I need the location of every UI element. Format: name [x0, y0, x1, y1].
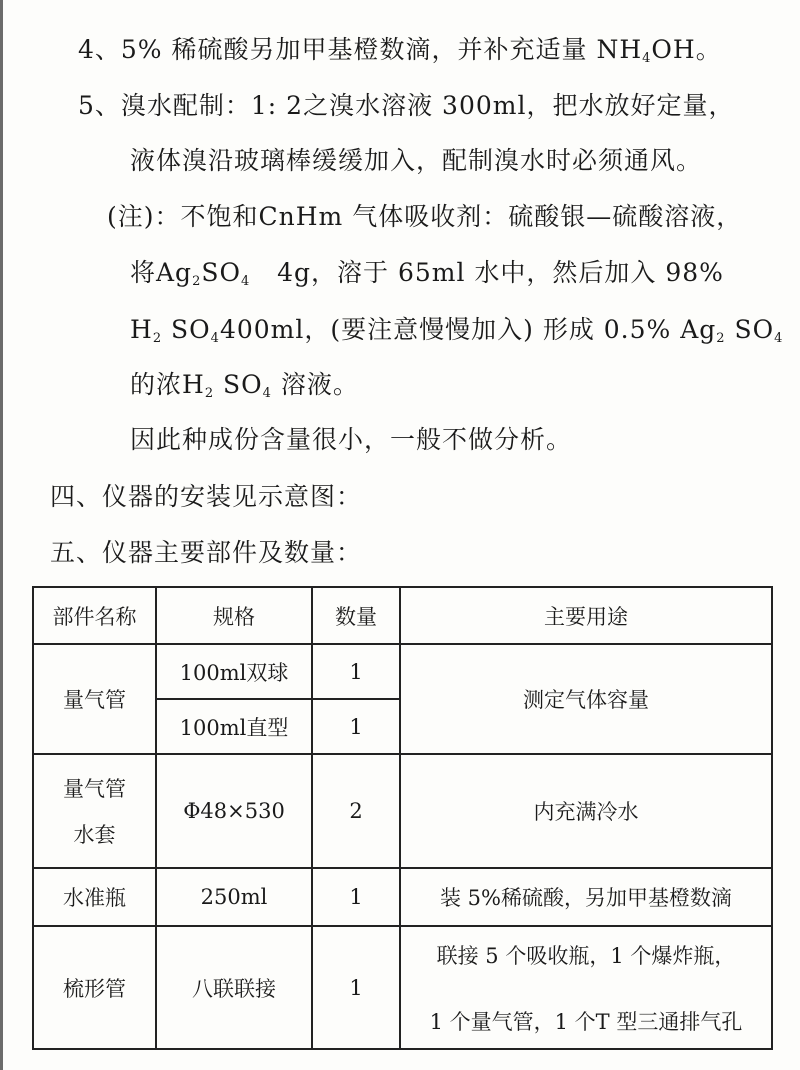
note-line-4: 的浓$H_2$ $SO_4$ 溶液。 — [130, 370, 359, 401]
cell-spec: 100ml直型 — [156, 699, 312, 754]
item-5-line-1: 5、溴水配制：1: 2之溴水溶液 300ml，把水放好定量， — [78, 91, 735, 120]
table-row — [33, 754, 772, 868]
cell-use-line-1: 联接 5 个吸收瓶，1 个爆炸瓶， — [436, 943, 736, 968]
table-header-row — [33, 587, 772, 644]
cell-use: 装 5%稀硫酸，另加甲基橙数滴 — [400, 868, 772, 926]
cell-qty: 1 — [312, 868, 400, 926]
cell-qty: 1 — [312, 699, 400, 754]
cell-spec: 250ml — [156, 868, 312, 926]
cell-name-line-2: 水套 — [73, 823, 116, 847]
cell-spec: Φ48×530 — [156, 754, 312, 868]
cell-name: 梳形管 — [33, 926, 156, 1049]
cell-name: 水准瓶 — [33, 868, 156, 926]
analysis-note: 因此种成份含量很小，一般不做分析。 — [130, 425, 573, 454]
cell-qty: 1 — [312, 644, 400, 699]
item-5-line-2: 液体溴沿玻璃棒缓缓加入，配制溴水时必须通风。 — [130, 146, 703, 175]
cell-use-line-2: 1 个量气管，1 个T 型三通排气孔 — [429, 1009, 743, 1034]
header-qty: 数量 — [312, 587, 400, 644]
header-part-name: 部件名称 — [33, 587, 156, 644]
note-line-1: (注)：不饱和CnHm 气体吸收剂：硫酸银—硫酸溶液， — [107, 202, 743, 231]
cell-name — [33, 754, 156, 868]
note-line-2: 将$Ag_2SO_4$ 4g，溶于 65ml 水中，然后加入 98% — [130, 258, 724, 289]
header-spec: 规格 — [156, 587, 312, 644]
cell-name-line-1: 量气管 — [63, 777, 126, 801]
section-5-heading: 五、仪器主要部件及数量： — [50, 538, 363, 567]
section-4-heading: 四、仪器的安装见示意图： — [50, 482, 363, 511]
cell-use — [400, 926, 772, 1049]
note-line-3: $H_2$ $SO_4400ml$，(要注意慢慢加入) 形成 0.5% $Ag_2$ $SO_4$ — [130, 315, 784, 346]
cell-qty: 2 — [312, 754, 400, 868]
cell-name: 量气管 — [33, 644, 156, 754]
cell-qty: 1 — [312, 926, 400, 1049]
table-row — [33, 644, 772, 699]
cell-use: 内充满冷水 — [400, 754, 772, 868]
cell-use: 测定气体容量 — [400, 644, 772, 754]
cell-spec: 100ml双球 — [156, 644, 312, 699]
table-row — [33, 926, 772, 1049]
table-row — [33, 868, 772, 926]
page-edge — [0, 0, 3, 1070]
parts-table — [32, 586, 773, 1050]
cell-spec: 八联联接 — [156, 926, 312, 1049]
item-4: 4、5% 稀硫酸另加甲基橙数滴，并补充适量 $NH_4OH$。 — [78, 35, 722, 66]
header-use: 主要用途 — [400, 587, 772, 644]
